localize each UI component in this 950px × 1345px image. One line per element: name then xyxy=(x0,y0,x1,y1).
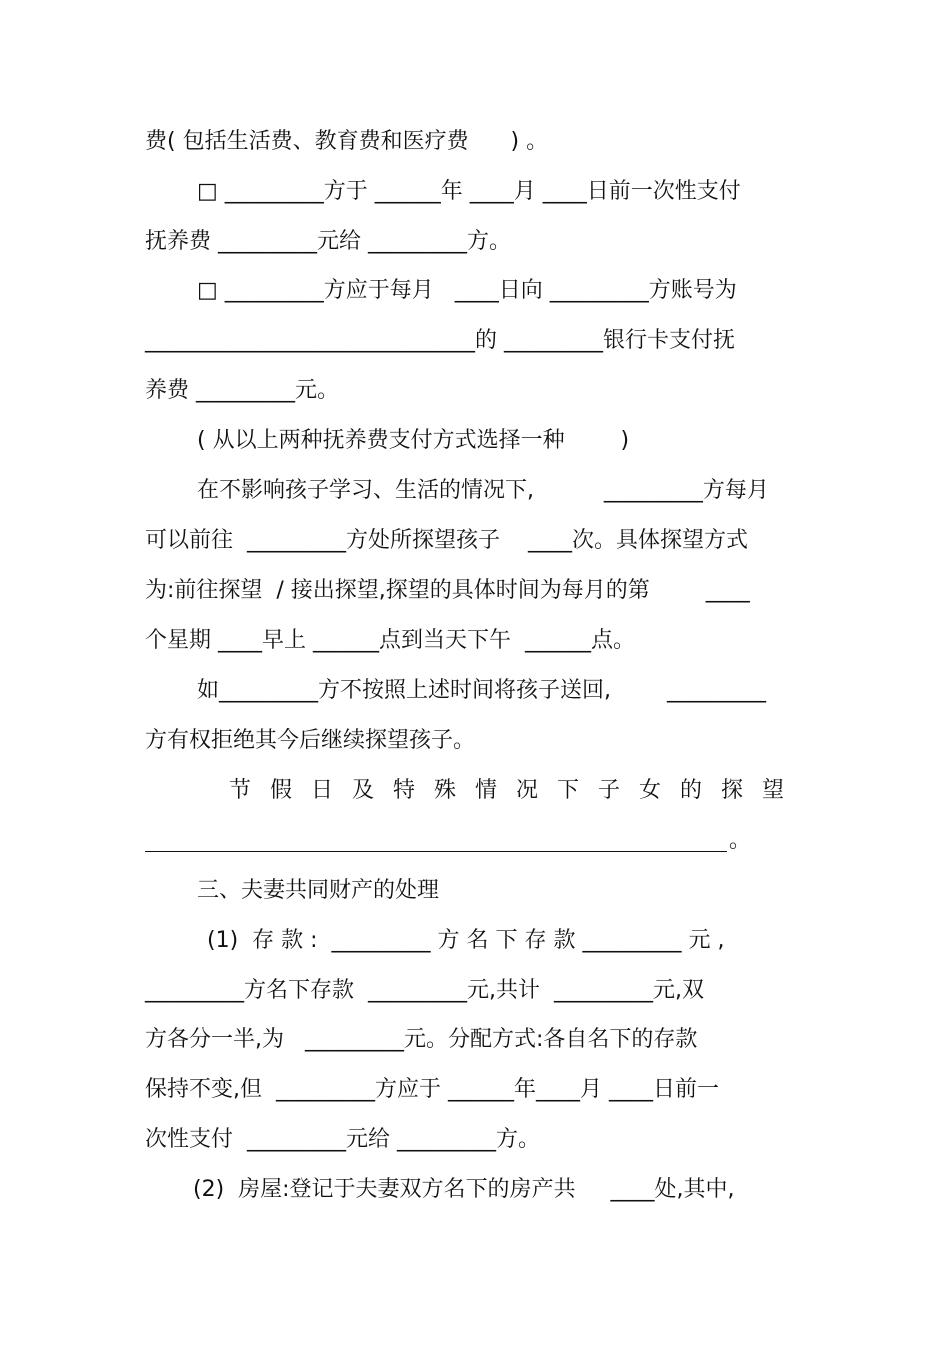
text-line: 次性支付 _________元给 _________方。 xyxy=(145,1127,540,1152)
text-line: 方各分一半,为 _________元。分配方式:各自名下的存款 xyxy=(145,1027,698,1052)
text-line: 方有权拒绝其今后继续探望孩子。 xyxy=(145,728,476,753)
text-line: 抚养费 _________元给 _________方。 xyxy=(145,229,511,254)
text-line: 可以前往 _________方处所探望孩子 ____次。具体探望方式 xyxy=(145,528,748,553)
text-line: 节假日及特殊情况下子女的探望 xyxy=(229,778,804,803)
text-line: 如_________方不按照上述时间将孩子送回, _________ xyxy=(197,678,766,703)
section-heading: 三、夫妻共同财产的处理 xyxy=(197,878,440,903)
text-line: 养费 _________元。 xyxy=(145,378,339,403)
text-line: (2) 房屋:登记于夫妻双方名下的房产共 ____处,其中, xyxy=(193,1177,735,1202)
text-line: □ _________方于 ______年 ____月 ____日前一次性支付 xyxy=(197,179,741,204)
text-line: ______________________________的 _________银行卡支付抚 xyxy=(145,328,735,353)
text-line: 费( 包括生活费、教育费和医疗费 ) 。 xyxy=(145,129,549,154)
text-line: 保持不变,但 _________方应于 ______年____月 ____日前一 xyxy=(145,1077,719,1102)
text-line: 在不影响孩子学习、生活的情况下, _________方每月 xyxy=(197,478,769,503)
text-line: 为:前往探望 / 接出探望,探望的具体时间为每月的第 ____ xyxy=(145,578,750,603)
text-line: ( 从以上两种抚养费支付方式选择一种 ) xyxy=(197,428,630,453)
text-line: (1) 存 款 : _________ 方 名 下 存 款 _________ 元 , xyxy=(207,928,725,953)
text-line: 。 xyxy=(729,828,752,853)
blank-underline xyxy=(145,851,727,852)
text-line: _________方名下存款 _________元,共计 _________元,双 xyxy=(145,978,704,1003)
text-line: □ _________方应于每月 ____日向 _________方账号为 xyxy=(197,278,737,303)
text-line: 个星期 ____早上 ______点到当天下午 ______点。 xyxy=(145,628,635,653)
